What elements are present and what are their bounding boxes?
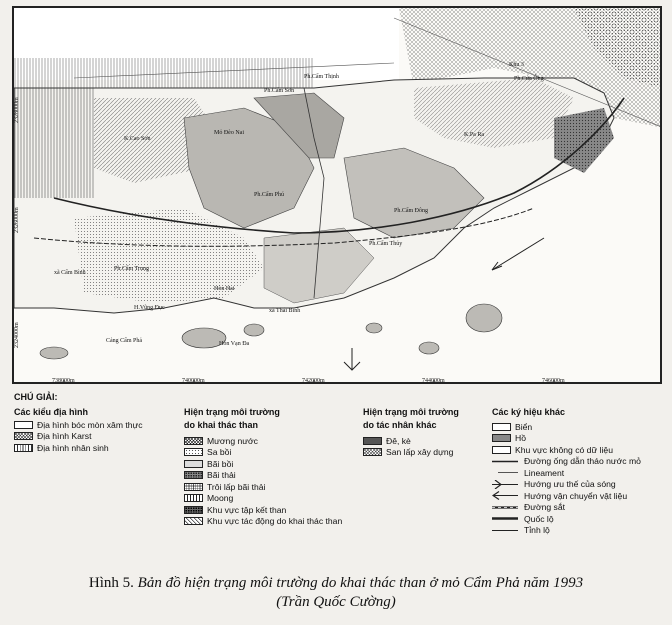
- legend-title: CHÚ GIẢI:: [14, 392, 58, 402]
- legend-item-label: Bãi bồi: [207, 458, 234, 469]
- swatch-icon: [184, 460, 203, 468]
- legend-item: [184, 504, 342, 516]
- grid-x-label: 742000m: [302, 378, 325, 384]
- legend-item: [492, 467, 641, 479]
- swatch-icon: [184, 506, 203, 514]
- place-label: Khu 3: [509, 62, 524, 68]
- swatch-icon: [184, 517, 203, 525]
- legend-item: [492, 421, 641, 433]
- legend-item: [184, 447, 342, 459]
- legend-item: [184, 481, 342, 493]
- grid-y-label: 2326000m: [14, 207, 20, 233]
- striped-block-west: [14, 88, 94, 198]
- legend-item-label: Địa hình bóc mòn xâm thực: [37, 419, 143, 430]
- north-arrow: [344, 348, 360, 370]
- grid-x-label: 746000m: [542, 378, 565, 384]
- swatch-icon: [184, 483, 203, 491]
- place-label: xã Thái Bình: [269, 308, 301, 314]
- drain-pipe-icon: [492, 457, 518, 466]
- legend-terrain-types: [14, 406, 143, 454]
- swatch-icon: [14, 432, 33, 440]
- national-road-icon: [492, 514, 518, 523]
- legend-item-label: Khu vực không có dữ liệu: [515, 444, 613, 455]
- grid-y-label: 2324000m: [14, 322, 20, 348]
- swatch-icon: [14, 444, 33, 452]
- island-4: [466, 304, 502, 332]
- island-6: [366, 323, 382, 333]
- place-label: Ph.Cửa Ông: [514, 76, 544, 82]
- swatch-icon: [492, 446, 511, 454]
- legend-item: [184, 470, 342, 482]
- legend-item-label: Địa hình Karst: [37, 431, 92, 442]
- place-label: Ph.Cẩm Trung: [114, 266, 150, 272]
- swatch-icon: [14, 421, 33, 429]
- legend-item: [184, 516, 342, 528]
- legend-item-label: Trôi lấp bãi thải: [207, 481, 266, 492]
- legend-item: [363, 435, 459, 447]
- place-label: Cảng Cẩm Phả: [106, 338, 142, 344]
- legend-item: [492, 456, 641, 468]
- grid-x-label: 740000m: [182, 378, 205, 384]
- grid-x-label: 744000m: [422, 378, 445, 384]
- legend-item: [492, 444, 641, 456]
- place-label: Ph.Cẩm Thịnh: [304, 74, 339, 80]
- place-label: Hòn Hai: [214, 286, 235, 292]
- caption-line-2: [0, 593, 672, 612]
- legend-item-label: Đường ống dẫn tháo nước mỏ: [524, 456, 641, 467]
- transport-arrow: [492, 238, 544, 270]
- provincial-road-icon: [492, 526, 518, 535]
- legend-item: [492, 433, 641, 445]
- place-label: K.Cao Sơn: [124, 136, 151, 142]
- legend-item-label: Bãi thải: [207, 470, 236, 481]
- grid-y-label: 2328000m: [14, 97, 20, 123]
- place-label: Ph.Cẩm Phú: [254, 192, 285, 198]
- island-3: [40, 347, 68, 359]
- legend-item-label: Hướng ưu thế của sóng: [524, 479, 616, 490]
- legend-item: [492, 490, 641, 502]
- swatch-icon: [184, 437, 203, 445]
- transport-arrow-head: [492, 262, 502, 270]
- caption-author: (Trần Quốc Cường): [276, 594, 396, 610]
- legend-item-label: Quốc lộ: [524, 513, 554, 524]
- vertical-hatch-north: [14, 58, 314, 88]
- place-label: Mỏ Đèo Nai: [214, 130, 244, 136]
- caption-prefix: Hình 5.: [88, 575, 138, 591]
- place-label: K.Pa Ra: [464, 132, 484, 138]
- swatch-icon: [363, 437, 382, 445]
- map-frame: [12, 6, 662, 384]
- railway-icon: [492, 503, 518, 512]
- place-label: H.Vũng Đục: [134, 305, 165, 311]
- swatch-icon: [184, 471, 203, 479]
- swatch-icon: [492, 423, 511, 431]
- legend-heading: do khai thác than: [184, 420, 259, 430]
- swatch-icon: [184, 494, 203, 502]
- swatch-icon: [363, 448, 382, 456]
- wave-direction-icon: [492, 480, 518, 489]
- transport-direction-icon: [492, 491, 518, 500]
- legend-item: [14, 431, 143, 443]
- legend-item-label: Đê, kè: [386, 435, 411, 446]
- place-label: Ph.Cẩm Thủy: [369, 241, 403, 247]
- legend-item-label: Biển: [515, 421, 533, 432]
- legend-item-label: Moong: [207, 493, 234, 504]
- place-label: Ph.Cẩm Đông: [394, 208, 429, 214]
- map-canvas: [14, 8, 662, 384]
- island-2: [244, 324, 264, 336]
- legend-item-label: Đường sắt: [524, 502, 566, 513]
- legend-item-label: Hướng vận chuyển vật liệu: [524, 490, 628, 501]
- legend-item: [14, 442, 143, 454]
- legend-item-label: Hồ: [515, 433, 526, 444]
- legend-item: [492, 513, 641, 525]
- legend-mining-impact: [184, 406, 342, 527]
- legend-item: [363, 447, 459, 459]
- legend-item: [492, 525, 641, 537]
- legend-other-impact: [363, 406, 459, 458]
- legend-item: [14, 419, 143, 431]
- legend-item-label: Tỉnh lộ: [524, 525, 550, 536]
- legend-heading: Hiện trạng môi trường: [363, 407, 459, 417]
- legend-heading: Hiện trạng môi trường: [184, 407, 280, 417]
- legend-item: [492, 479, 641, 491]
- caption-title: Bản đồ hiện trạng môi trường do khai thác than ở mỏ Cẩm Phả năm 1993: [137, 575, 584, 591]
- legend-other-symbols: [492, 406, 641, 536]
- lineament-icon: [492, 468, 518, 477]
- place-label: xã Cẩm Bình: [54, 270, 86, 276]
- legend-item-label: San lấp xây dựng: [386, 447, 454, 458]
- legend-item: [184, 493, 342, 505]
- swatch-icon: [184, 448, 203, 456]
- legend-item: [184, 435, 342, 447]
- legend-item: [184, 458, 342, 470]
- place-label: Ph.Cẩm Sơn: [264, 88, 295, 94]
- legend-item-label: Lineament: [524, 467, 565, 478]
- legend-item-label: Khu vực tập kết than: [207, 504, 287, 515]
- figure-caption: [0, 574, 672, 612]
- swatch-icon: [492, 434, 511, 442]
- island-5: [419, 342, 439, 354]
- legend-item: [492, 502, 641, 514]
- grid-x-label: 738000m: [52, 378, 75, 384]
- legend-item-label: Sa bồi: [207, 447, 232, 458]
- legend-heading: Các ký hiệu khác: [492, 407, 566, 417]
- legend-item-label: Khu vực tác động do khai thác than: [207, 516, 343, 527]
- legend-heading: do tác nhân khác: [363, 420, 437, 430]
- legend-heading: Các kiểu địa hình: [14, 407, 89, 417]
- legend-item-label: Địa hình nhân sinh: [37, 442, 109, 453]
- caption-line-1: [0, 574, 672, 593]
- legend-item-label: Mương nước: [207, 435, 258, 446]
- place-label: Hòn Vạn Đa: [219, 341, 250, 347]
